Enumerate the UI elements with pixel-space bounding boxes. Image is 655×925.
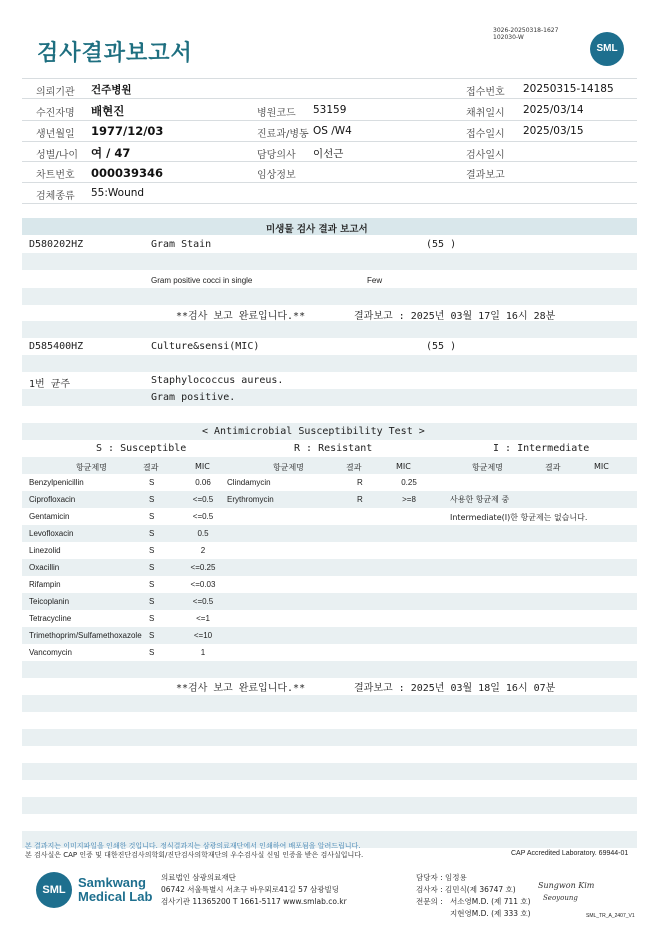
collect-date-value: 2025/03/14 [523, 104, 584, 116]
receipt-date-value: 2025/03/15 [523, 125, 584, 137]
patient-value: 배현진 [91, 104, 125, 118]
ast-drug: Linezolid [29, 546, 61, 555]
ast-mic: 0.25 [401, 478, 417, 487]
ast-drug: Gentamicin [29, 512, 70, 521]
col-header-mic: MIC [594, 462, 609, 471]
chart-no-value: 000039346 [91, 166, 164, 180]
test-date-label: 검사일시 [466, 150, 505, 161]
organism-name: Staphylococcus aureus. [151, 375, 284, 386]
ast-result: S [149, 512, 155, 521]
legend-intermediate: I : Intermediate [493, 443, 590, 454]
sex-age-label: 성별/나이 [36, 150, 79, 161]
ast-result: S [149, 495, 155, 504]
receipt-no-value: 20250315-14185 [523, 83, 614, 95]
col-header-mic: MIC [195, 462, 210, 471]
org-name: 의료법인 삼광의료재단 [161, 873, 236, 882]
organism-gram: Gram positive. [151, 392, 236, 403]
ast-drug: Benzylpenicillin [29, 478, 84, 487]
row-band [22, 661, 637, 678]
ast-mic: 2 [200, 546, 206, 555]
row-band [22, 797, 637, 814]
col-header-drug: 항균제명 [76, 463, 107, 472]
intermediate-note-1: 사용한 항균제 중 [450, 495, 510, 504]
collect-date-label: 채취일시 [466, 108, 505, 119]
ast-drug: Erythromycin [227, 495, 274, 504]
ast-result: R [357, 495, 363, 504]
hospital-code-value: 53159 [313, 104, 347, 116]
row-band [22, 593, 637, 610]
gram-name: Gram Stain [151, 239, 212, 250]
dept-label: 진료과/병동 [257, 129, 309, 140]
ast-result: S [149, 597, 155, 606]
doc-id-line1: 3026-20250318-1627 [493, 27, 559, 34]
dob-value: 1977/12/03 [91, 124, 164, 138]
brand-name [78, 876, 152, 904]
notice-image-copy: 본 결과지는 이미지파일을 인쇄한 것입니다. 정식결과지는 삼광의료재단에서 인쇄하여 배포됨을 알려드립니다. [25, 842, 361, 850]
ast-drug: Vancomycin [29, 648, 72, 657]
legend-susceptible: S : Susceptible [96, 443, 187, 454]
manager: 담당자 : 임정용 [416, 873, 467, 882]
divider [22, 182, 637, 183]
ast-mic: <=0.5 [192, 597, 214, 606]
specialist-1: 서소영M.D. (제 711 호) [450, 897, 531, 906]
divider [22, 98, 637, 99]
doc-id-line2: 102030-W [493, 34, 524, 41]
ast-mic: <=0.03 [190, 580, 216, 589]
ast-mic: <=0.5 [192, 495, 214, 504]
ast-mic: <=1 [196, 614, 210, 623]
doctor-label: 담당의사 [257, 150, 296, 161]
culture-code: D585400HZ [29, 341, 84, 352]
sex-age-value: 여 / 47 [91, 146, 131, 160]
doctor-value: 이선근 [313, 148, 344, 160]
dept-value: OS /W4 [313, 125, 352, 137]
chart-no-label: 차트번호 [36, 170, 75, 181]
signature-specialist: Seoyoung [543, 894, 578, 902]
brand-line2: Medical Lab [78, 889, 153, 904]
row-band [22, 253, 637, 270]
receipt-no-label: 접수번호 [466, 87, 505, 98]
col-header-mic: MIC [396, 462, 411, 471]
patient-label: 수진자명 [36, 108, 75, 119]
legend-resistant: R : Resistant [294, 443, 373, 454]
ast-drug: Tetracycline [29, 614, 72, 623]
ast-drug: Ciprofloxacin [29, 495, 76, 504]
institution-value: 건주병원 [91, 84, 132, 96]
cap-accreditation: CAP Accredited Laboratory. 69944-01 [511, 850, 629, 857]
row-band [22, 491, 637, 508]
tester: 검사자 : 김민식(제 36747 호) [416, 885, 516, 894]
specimen-value: 55:Wound [91, 187, 145, 199]
hospital-code-label: 병원코드 [257, 108, 296, 119]
notice-certification: 본 검사실은 CAP 인증 및 대한진단검사의학회/진단검사의학재단의 우수검사실 신임 인증을 받은 검사실입니다. [25, 851, 364, 859]
ast-mic: <=0.5 [192, 512, 214, 521]
divider [22, 141, 637, 142]
ast-result: S [149, 529, 155, 538]
clinical-label: 임상정보 [257, 170, 296, 181]
divider [22, 120, 637, 121]
report-done-1: **검사 보고 완료입니다.** [176, 311, 306, 322]
specialist-label: 전문의 : [416, 897, 443, 906]
signature-tester: Sungwon Kim [538, 881, 595, 890]
gram-code: D580202HZ [29, 239, 84, 250]
culture-name: Culture&sensi(MIC) [151, 341, 260, 352]
report-time-1: 결과보고 : 2025년 03월 17일 16시 28분 [354, 311, 556, 322]
col-header-drug: 항균제명 [273, 463, 304, 472]
ast-result: S [149, 546, 155, 555]
document-id [493, 27, 558, 41]
ast-drug: Teicoplanin [29, 597, 70, 606]
divider [22, 203, 637, 204]
ast-result: S [149, 478, 155, 487]
organism-label: 1번 균주 [29, 379, 71, 390]
specialist-2: 지현영M.D. (제 333 호) [450, 909, 531, 918]
ast-mic: 0.06 [195, 478, 211, 487]
report-time-2: 결과보고 : 2025년 03월 18일 16시 07분 [354, 683, 556, 694]
row-band [22, 288, 637, 305]
org-address: 06742 서울특별시 서초구 바우뫼로41길 57 삼광빌딩 [161, 885, 340, 894]
ast-drug: Rifampin [29, 580, 61, 589]
dob-label: 생년월일 [36, 129, 75, 140]
row-band [22, 729, 637, 746]
col-header-result: 결과 [346, 463, 362, 472]
row-band [22, 321, 637, 338]
ast-mic: <=10 [193, 631, 213, 640]
ast-mic: <=0.25 [190, 563, 216, 572]
divider [22, 161, 637, 162]
row-band [22, 525, 637, 542]
ast-drug: Clindamycin [227, 478, 271, 487]
ast-result: S [149, 563, 155, 572]
ast-result: R [357, 478, 363, 487]
receipt-date-label: 접수일시 [466, 129, 505, 140]
report-label: 결과보고 [466, 170, 505, 181]
page-title: 검사결과보고서 [37, 41, 193, 66]
row-band [22, 389, 637, 406]
brand-line1: Samkwang [78, 875, 146, 890]
intermediate-note-2: Intermediate(I)한 항균제는 없습니다. [450, 513, 588, 522]
form-code: SML_TR_A_2407_V1 [586, 913, 635, 919]
ast-mic: 0.5 [197, 529, 209, 538]
ast-result: S [149, 631, 155, 640]
ast-result: S [149, 580, 155, 589]
row-band [22, 763, 637, 780]
gram-amount: Few [367, 276, 383, 285]
divider [22, 78, 637, 79]
row-band [22, 355, 637, 372]
col-header-result: 결과 [143, 463, 159, 472]
gram-finding: Gram positive cocci in single [151, 276, 253, 285]
gram-specimen: (55 ) [426, 239, 457, 250]
row-band [22, 695, 637, 712]
ast-title: < Antimicrobial Susceptibility Test > [202, 426, 425, 437]
ast-drug: Levofloxacin [29, 529, 74, 538]
institution-label: 의뢰기관 [36, 87, 75, 98]
sml-logo-icon: SML [590, 32, 624, 66]
ast-mic: >=8 [402, 495, 416, 504]
org-contact: 검사기관 11365200 T 1661-5117 www.smlab.co.kr [161, 897, 347, 906]
ast-drug: Trimethoprim/Sulfamethoxazole [29, 631, 142, 640]
ast-drug: Oxacillin [29, 563, 60, 572]
col-header-drug: 항균제명 [472, 463, 503, 472]
col-header-result: 결과 [545, 463, 561, 472]
culture-specimen: (55 ) [426, 341, 457, 352]
row-band [22, 559, 637, 576]
sml-footer-logo-icon: SML [36, 872, 72, 908]
ast-result: S [149, 614, 155, 623]
ast-result: S [149, 648, 155, 657]
specimen-label: 검체종류 [36, 191, 75, 202]
ast-mic: 1 [200, 648, 206, 657]
micro-section-title: 미생물 검사 결과 보고서 [266, 224, 368, 235]
report-done-2: **검사 보고 완료입니다.** [176, 683, 306, 694]
